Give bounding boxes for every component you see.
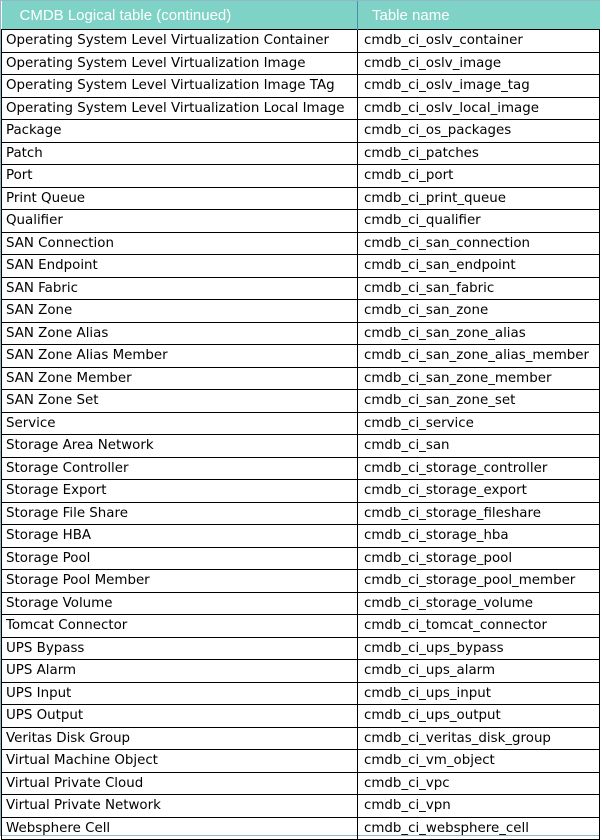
table-row (2, 412, 600, 435)
table-name-cell: cmdb_ci_oslv_container (358, 30, 600, 53)
column-header-logical-table: CMDB Logical table (continued) (2, 1, 358, 30)
logical-table-cell: SAN Zone Member (2, 367, 358, 390)
table-name-cell: cmdb_ci_storage_hba (358, 525, 600, 548)
table-name-cell: cmdb_ci_ups_input (358, 682, 600, 705)
table-row (2, 345, 600, 368)
logical-table-cell: Port (2, 165, 358, 188)
table-row (2, 165, 600, 188)
table-name-cell: cmdb_ci_websphere_cell (358, 817, 600, 840)
table-name-cell: cmdb_ci_ups_bypass (358, 637, 600, 660)
table-name-cell: cmdb_ci_san_zone (358, 300, 600, 323)
logical-table-cell: UPS Bypass (2, 637, 358, 660)
logical-table-cell: Qualifier (2, 210, 358, 233)
table-row (2, 300, 600, 323)
table-row (2, 187, 600, 210)
table-name-cell: cmdb_ci_port (358, 165, 600, 188)
table-row (2, 502, 600, 525)
logical-table-cell: Service (2, 412, 358, 435)
logical-table-cell: Package (2, 120, 358, 143)
table-row (2, 480, 600, 503)
table-row (2, 367, 600, 390)
table-name-cell: cmdb_ci_qualifier (358, 210, 600, 233)
table-row (2, 277, 600, 300)
logical-table-cell: Storage Controller (2, 457, 358, 480)
logical-table-cell: SAN Connection (2, 232, 358, 255)
logical-table-cell: Storage Area Network (2, 435, 358, 458)
table-name-cell: cmdb_ci_san_endpoint (358, 255, 600, 278)
table-name-cell: cmdb_ci_san_fabric (358, 277, 600, 300)
table-row (2, 30, 600, 53)
table-row (2, 232, 600, 255)
table-name-cell: cmdb_ci_vm_object (358, 750, 600, 773)
table-row (2, 52, 600, 75)
table-row (2, 75, 600, 98)
column-header-table-name: Table name (358, 1, 600, 30)
table-row (2, 727, 600, 750)
table-row (2, 750, 600, 773)
logical-table-cell: Virtual Private Cloud (2, 772, 358, 795)
table-name-cell: cmdb_ci_oslv_image_tag (358, 75, 600, 98)
logical-table-cell: Storage Pool (2, 547, 358, 570)
table-row (2, 660, 600, 683)
logical-table-cell: SAN Endpoint (2, 255, 358, 278)
logical-table-cell: Patch (2, 142, 358, 165)
logical-table-cell: SAN Zone Alias Member (2, 345, 358, 368)
table-name-cell: cmdb_ci_storage_export (358, 480, 600, 503)
logical-table-cell: Storage Pool Member (2, 570, 358, 593)
table-name-cell: cmdb_ci_oslv_local_image (358, 97, 600, 120)
logical-table-cell: Operating System Level Virtualization Image (2, 52, 358, 75)
table-name-cell: cmdb_ci_print_queue (358, 187, 600, 210)
table-row (2, 637, 600, 660)
table-row (2, 570, 600, 593)
logical-table-cell: Storage Volume (2, 592, 358, 615)
table-row (2, 120, 600, 143)
logical-table-cell: Storage File Share (2, 502, 358, 525)
table-name-cell: cmdb_ci_storage_volume (358, 592, 600, 615)
logical-table-cell: Storage Export (2, 480, 358, 503)
table-row (2, 390, 600, 413)
table-row (2, 435, 600, 458)
table-row (2, 817, 600, 840)
table-name-cell: cmdb_ci_os_packages (358, 120, 600, 143)
table-name-cell: cmdb_ci_san_zone_member (358, 367, 600, 390)
table-name-cell: cmdb_ci_ups_output (358, 705, 600, 728)
table-row (2, 592, 600, 615)
logical-table-cell: Storage HBA (2, 525, 358, 548)
logical-table-cell: UPS Input (2, 682, 358, 705)
cmdb-table (1, 1, 600, 840)
table-name-cell: cmdb_ci_veritas_disk_group (358, 727, 600, 750)
table-name-cell: cmdb_ci_vpc (358, 772, 600, 795)
table-row (2, 795, 600, 818)
table-row (2, 255, 600, 278)
logical-table-cell: Print Queue (2, 187, 358, 210)
table-name-cell: cmdb_ci_san_zone_set (358, 390, 600, 413)
table-name-cell: cmdb_ci_storage_fileshare (358, 502, 600, 525)
logical-table-cell: Websphere Cell (2, 817, 358, 840)
table-row (2, 615, 600, 638)
table-row (2, 547, 600, 570)
table-row (2, 322, 600, 345)
table-name-cell: cmdb_ci_tomcat_connector (358, 615, 600, 638)
logical-table-cell: UPS Output (2, 705, 358, 728)
table-name-cell: cmdb_ci_storage_pool_member (358, 570, 600, 593)
logical-table-cell: Virtual Private Network (2, 795, 358, 818)
table-name-cell: cmdb_ci_san_zone_alias (358, 322, 600, 345)
table-row (2, 682, 600, 705)
logical-table-cell: SAN Zone (2, 300, 358, 323)
logical-table-cell: Tomcat Connector (2, 615, 358, 638)
logical-table-cell: Veritas Disk Group (2, 727, 358, 750)
logical-table-cell: SAN Zone Set (2, 390, 358, 413)
table-row (2, 705, 600, 728)
logical-table-cell: SAN Zone Alias (2, 322, 358, 345)
table-body (2, 30, 600, 840)
table-row (2, 772, 600, 795)
table-name-cell: cmdb_ci_storage_controller (358, 457, 600, 480)
logical-table-cell: UPS Alarm (2, 660, 358, 683)
table-name-cell: cmdb_ci_vpn (358, 795, 600, 818)
table-name-cell: cmdb_ci_storage_pool (358, 547, 600, 570)
table-name-cell: cmdb_ci_san_zone_alias_member (358, 345, 600, 368)
table-name-cell: cmdb_ci_san (358, 435, 600, 458)
table-name-cell: cmdb_ci_patches (358, 142, 600, 165)
logical-table-cell: Operating System Level Virtualization Local Image (2, 97, 358, 120)
table-name-cell: cmdb_ci_san_connection (358, 232, 600, 255)
table-name-cell: cmdb_ci_service (358, 412, 600, 435)
table-row (2, 525, 600, 548)
logical-table-cell: Operating System Level Virtualization Container (2, 30, 358, 53)
table-header-row (2, 1, 600, 30)
table-row (2, 457, 600, 480)
table-row (2, 142, 600, 165)
logical-table-cell: SAN Fabric (2, 277, 358, 300)
logical-table-cell: Virtual Machine Object (2, 750, 358, 773)
table-row (2, 210, 600, 233)
logical-table-cell: Operating System Level Virtualization Image TAg (2, 75, 358, 98)
table-name-cell: cmdb_ci_ups_alarm (358, 660, 600, 683)
table-row (2, 97, 600, 120)
table-name-cell: cmdb_ci_oslv_image (358, 52, 600, 75)
